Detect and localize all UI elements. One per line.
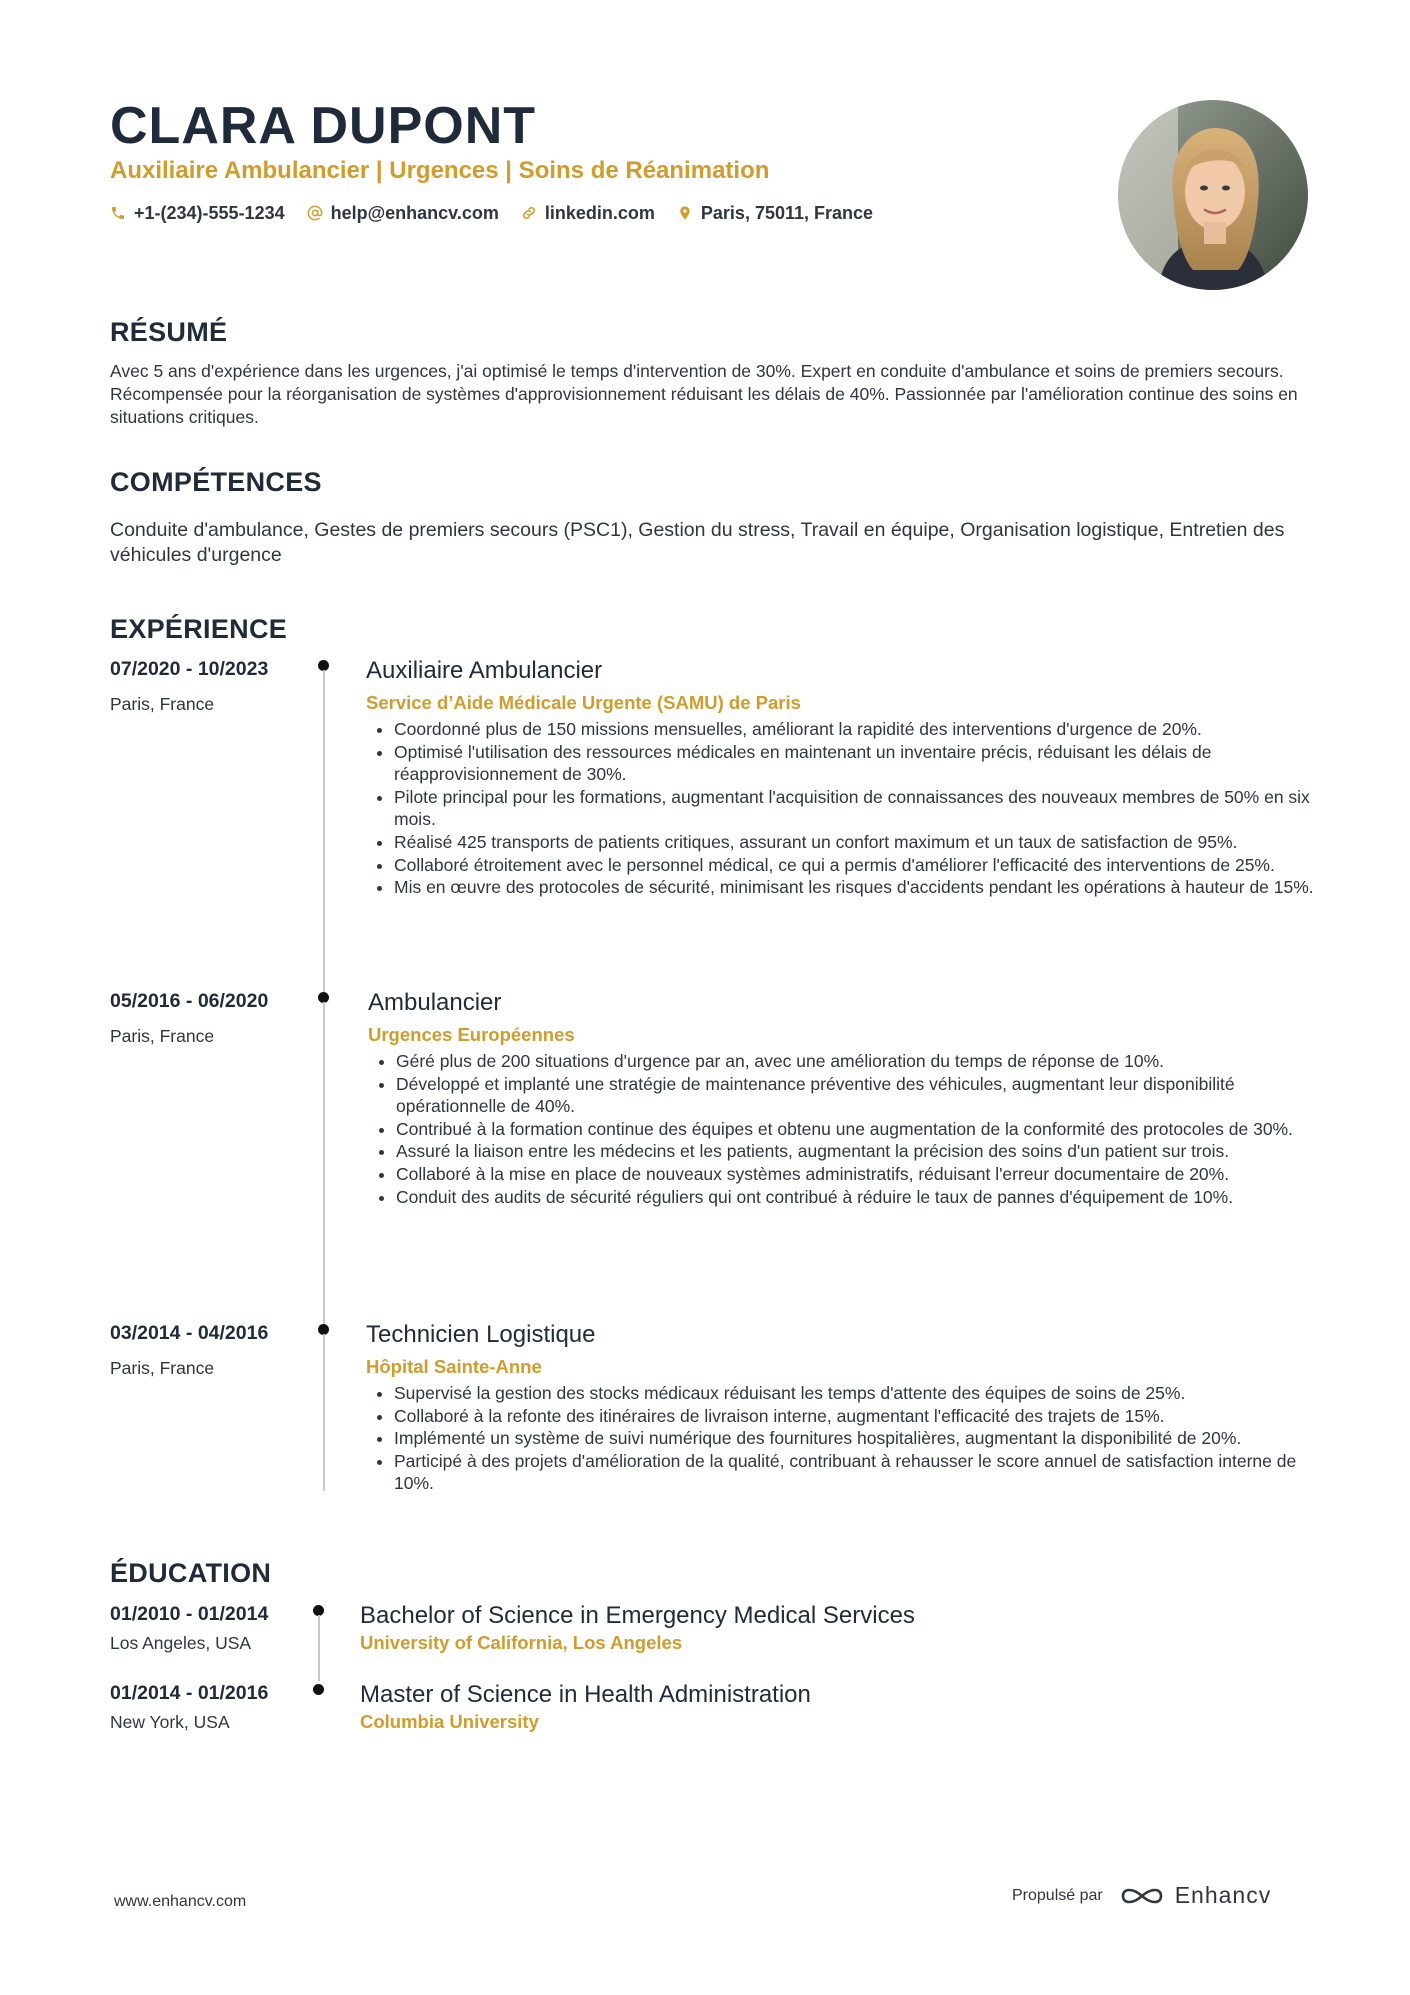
email-text[interactable]: help@enhancv.com bbox=[330, 203, 499, 223]
bullet-item: • Réalisé 425 transports de patients critiques, assurant un confort maximum et un taux de satisfaction de 95%. bbox=[394, 831, 1338, 854]
education-section-title: ÉDUCATION bbox=[110, 1558, 272, 1588]
contact-bar bbox=[110, 200, 873, 226]
experience-date: 07/2020 - 10/2023 bbox=[110, 658, 269, 680]
experience-bullets bbox=[368, 1050, 1340, 1208]
bullet-item: • Développé et implanté une stratégie de maintenance préventive des véhicules, augmentant leur disponibilité opérationnelle de 40%. bbox=[396, 1073, 1340, 1118]
avatar bbox=[1118, 100, 1308, 290]
experience-location: Paris, France bbox=[110, 694, 215, 714]
powered-by-label: Propulsé par bbox=[1012, 1886, 1103, 1904]
phone-text: +1-(234)-555-1234 bbox=[134, 203, 285, 223]
education-location: Los Angeles, USA bbox=[110, 1633, 252, 1653]
profile-photo bbox=[1118, 100, 1308, 290]
education-school: Columbia University bbox=[360, 1711, 539, 1732]
education-degree: Master of Science in Health Administration bbox=[360, 1681, 811, 1708]
timeline-line bbox=[323, 1334, 325, 1491]
experience-bullets bbox=[366, 718, 1338, 899]
footer-branding bbox=[1012, 1882, 1271, 1909]
skills-text: Conduite d'ambulance, Gestes de premiers secours (PSC1), Gestion du stress, Travail en équipe, Organisation logistique, Entretien des véhicules d'urgence bbox=[110, 519, 1285, 566]
resume-section-title: RÉSUMÉ bbox=[110, 317, 228, 347]
education-location: New York, USA bbox=[110, 1712, 230, 1732]
map-pin-icon bbox=[677, 205, 693, 221]
bullet-item: • Collaboré à la refonte des itinéraires de livraison interne, augmentant l'efficacité des trajets de 15%. bbox=[394, 1405, 1338, 1428]
experience-role: Ambulancier bbox=[368, 989, 502, 1016]
experience-location: Paris, France bbox=[110, 1026, 215, 1046]
footer-website[interactable]: www.enhancv.com bbox=[114, 1893, 247, 1910]
experience-role: Auxiliaire Ambulancier bbox=[366, 657, 603, 684]
bullet-item: • Géré plus de 200 situations d'urgence par an, avec une amélioration du temps de réponse de 10%. bbox=[396, 1050, 1340, 1073]
resume-text: Avec 5 ans d'expérience dans les urgences, j'ai optimisé le temps d'intervention de 30%. Expert en conduite d'ambulance et soins de premiers secours. Récompensée pour la réorganisation de systèmes d'approvisionnement réduisant les délais de 40%. Passionnée par l'amélioration continue des soins en situations critiques. bbox=[110, 361, 1298, 427]
website-text[interactable]: linkedin.com bbox=[544, 203, 655, 223]
candidate-name: CLARA DUPONT bbox=[110, 97, 537, 155]
education-date: 01/2010 - 01/2014 bbox=[110, 1603, 269, 1625]
phone-icon bbox=[110, 205, 126, 221]
education-date: 01/2014 - 01/2016 bbox=[110, 1682, 269, 1704]
brand-name: Enhancv bbox=[1174, 1882, 1272, 1908]
education-school: University of California, Los Angeles bbox=[360, 1632, 683, 1653]
bullet-item: • Collaboré étroitement avec le personnel médical, ce qui a permis d'améliorer l'efficacité des interventions de 25%. bbox=[394, 854, 1338, 877]
timeline-line bbox=[323, 1002, 325, 1328]
education-degree: Bachelor of Science in Emergency Medical Services bbox=[360, 1602, 915, 1629]
skills-section-title: COMPÉTENCES bbox=[110, 467, 322, 497]
experience-role: Technicien Logistique bbox=[366, 1321, 596, 1348]
bullet-item: • Supervisé la gestion des stocks médicaux réduisant les temps d'attente des équipes de soins de 25%. bbox=[394, 1382, 1338, 1405]
location-text: Paris, 75011, France bbox=[700, 203, 874, 223]
bullet-item: • Participé à des projets d'amélioration de la qualité, contribuant à rehausser le score annuel de satisfaction interne de 10%. bbox=[394, 1450, 1338, 1495]
candidate-title: Auxiliaire Ambulancier | Urgences | Soins de Réanimation bbox=[110, 157, 770, 184]
experience-company: Hôpital Sainte-Anne bbox=[366, 1356, 542, 1377]
experience-date: 03/2014 - 04/2016 bbox=[110, 1322, 269, 1344]
bullet-item: • Implémenté un système de suivi numérique des fournitures hospitalières, augmentant la disponibilité de 20%. bbox=[394, 1427, 1338, 1450]
experience-section-title: EXPÉRIENCE bbox=[110, 614, 288, 644]
enhancv-logo-icon bbox=[1119, 1884, 1165, 1908]
contact-website[interactable] bbox=[521, 200, 655, 226]
bullet-item: • Assuré la liaison entre les médecins et les patients, augmentant la précision des soins d'un patient sur trois. bbox=[396, 1140, 1340, 1163]
bullet-item: • Coordonné plus de 150 missions mensuelles, améliorant la rapidité des interventions d'urgence de 20%. bbox=[394, 718, 1338, 741]
experience-bullets bbox=[366, 1382, 1338, 1495]
timeline-dot bbox=[313, 1684, 324, 1695]
bullet-item: • Contribué à la formation continue des équipes et obtenu une augmentation de la conformité des protocoles de 30%. bbox=[396, 1118, 1340, 1141]
contact-location bbox=[677, 200, 873, 226]
experience-company: Service d’Aide Médicale Urgente (SAMU) de Paris bbox=[366, 692, 801, 713]
brand-logo[interactable] bbox=[1119, 1882, 1272, 1909]
contact-phone bbox=[110, 200, 285, 226]
bullet-item: • Mis en œuvre des protocoles de sécurité, minimisant les risques d'accidents pendant les opérations à hauteur de 15%. bbox=[394, 876, 1338, 899]
at-icon bbox=[307, 205, 323, 221]
bullet-item: • Collaboré à la mise en place de nouveaux systèmes administratifs, réduisant l'erreur documentaire de 20%. bbox=[396, 1163, 1340, 1186]
experience-location: Paris, France bbox=[110, 1358, 215, 1378]
timeline-line bbox=[318, 1615, 320, 1681]
timeline-line bbox=[323, 670, 325, 996]
bullet-item: • Conduit des audits de sécurité réguliers qui ont contribué à réduire le taux de pannes d'équipement de 10%. bbox=[396, 1186, 1340, 1209]
bullet-item: • Pilote principal pour les formations, augmentant l'acquisition de connaissances des nouveaux membres de 50% en six mois. bbox=[394, 786, 1338, 831]
experience-date: 05/2016 - 06/2020 bbox=[110, 990, 269, 1012]
link-icon bbox=[521, 205, 537, 221]
experience-company: Urgences Européennes bbox=[368, 1024, 575, 1045]
bullet-item: • Optimisé l'utilisation des ressources médicales en maintenant un inventaire précis, réduisant les délais de réapprovisionnement de 30%. bbox=[394, 741, 1338, 786]
contact-email[interactable] bbox=[307, 200, 499, 226]
